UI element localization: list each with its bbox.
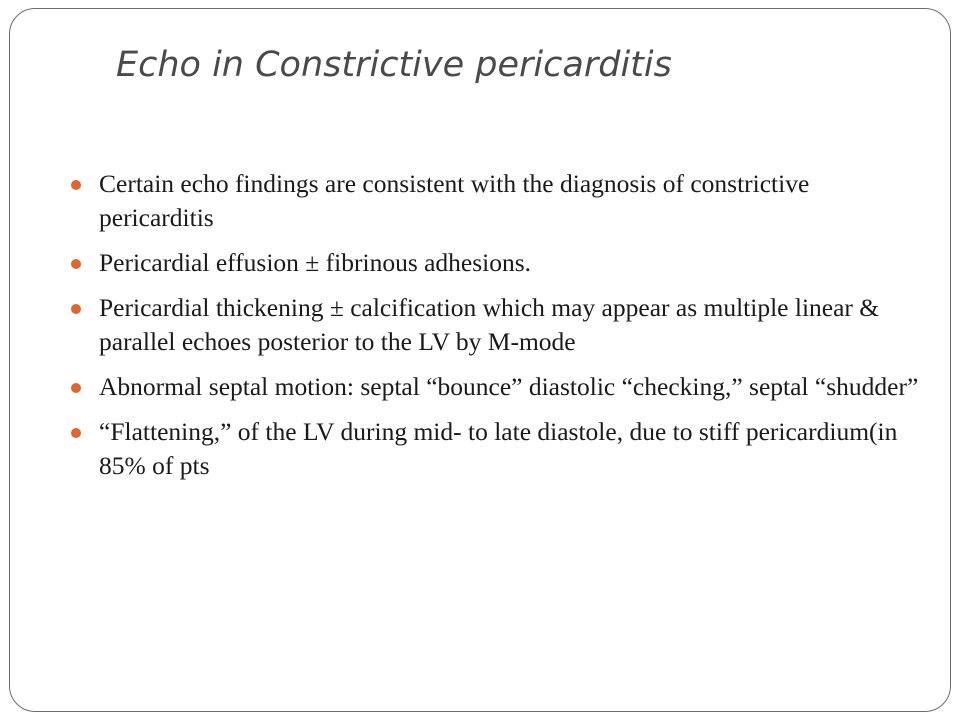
slide-frame	[9, 8, 951, 712]
list-item	[71, 167, 921, 235]
list-item	[71, 415, 921, 483]
slide-title: Echo in Constrictive pericarditis	[116, 45, 672, 85]
bullet-dot-icon	[71, 180, 81, 190]
bullet-text: Certain echo findings are consistent with the diagnosis of constrictive pericarditis	[99, 169, 810, 232]
bullet-dot-icon	[71, 383, 81, 393]
list-item	[71, 291, 921, 359]
bullet-text: “Flattening,” of the LV during mid- to late diastole, due to stiff pericardium(in 85% of pts	[99, 417, 898, 480]
list-item	[71, 246, 921, 280]
bullet-text: Pericardial thickening ± calcification which may appear as multiple linear & parallel echoes posterior to the LV by M-mode	[99, 293, 880, 356]
bullet-text: Pericardial effusion ± fibrinous adhesions.	[99, 248, 532, 277]
bullet-dot-icon	[71, 304, 81, 314]
bullet-dot-icon	[71, 259, 81, 269]
list-item	[71, 370, 921, 404]
bullet-text: Abnormal septal motion: septal “bounce” diastolic “checking,” septal “shudder”	[99, 372, 919, 401]
bullet-dot-icon	[71, 428, 81, 438]
bullet-list	[71, 167, 921, 494]
